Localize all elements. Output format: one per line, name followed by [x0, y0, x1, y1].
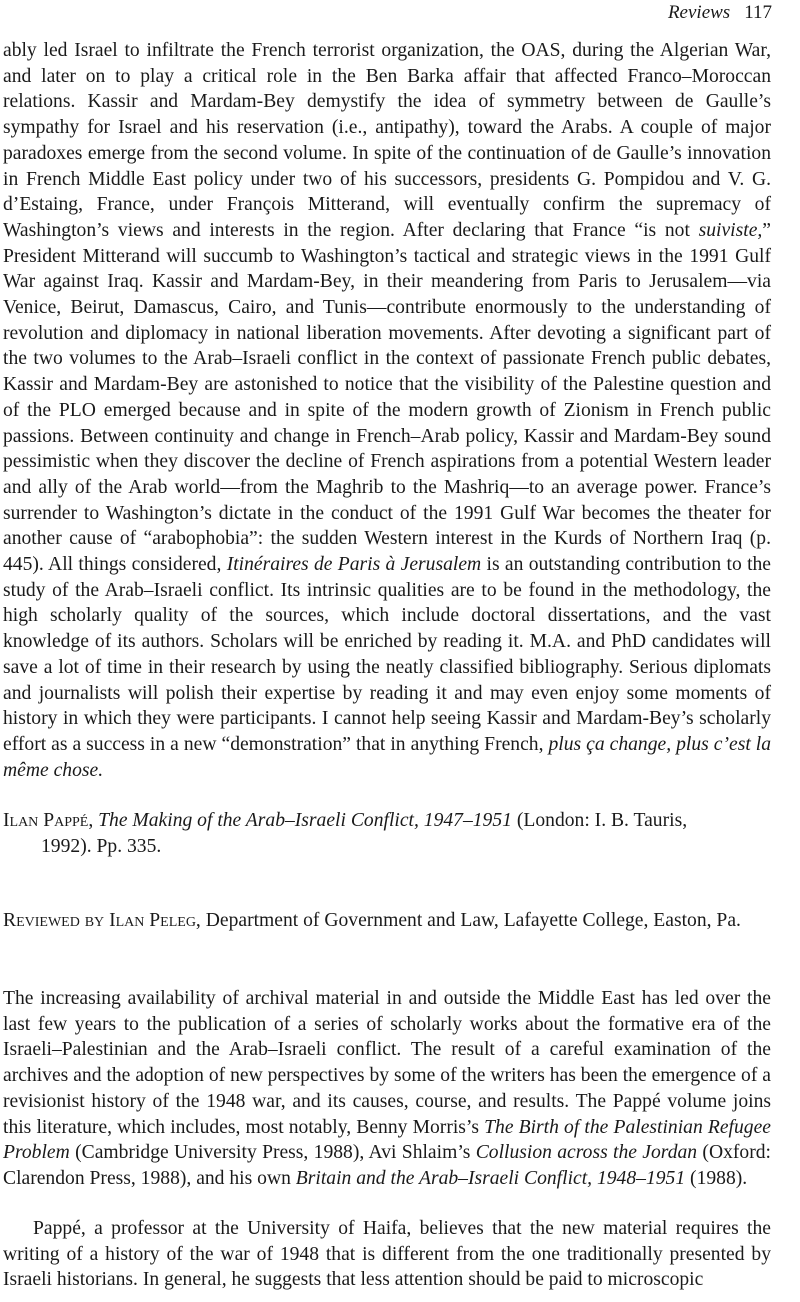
book-citation — [3, 808, 771, 860]
book-title-italic: Itinéraires de Paris à Jerusalem — [226, 554, 482, 576]
text-run: ” President Mitterand will succumb to Washington’s tactical and strategic views in the 1991 Gulf War against Iraq. Kassir and Mardam-Bey, in their meandering from Paris to Jerusalem—via Venice, Beirut, Damascus, Cairo, and Tunis—contribute enormously to the understanding of revolution and diplomacy in national liberation movements. After devoting a significant part of the two volumes to the Arab–Israeli conflict in the context of passionate French public debates, Kassir and Mardam-Bey are astonished to notice that the visibility of the Palestine question and of the PLO emerged because and in spite of the modern growth of Zionism in French public passions. Between continuity and change in French–Arab policy, Kassir and Mardam-Bey sound pessimistic when they discover the decline of French aspirations from a potential Western leader and ally of the Arab world—from the Maghrib to the Mashriq—to an average power. France’s surrender to Washington’s dictate in the conduct of the 1991 Gulf War becomes the theater for another cause of “arabophobia”: the sudden Western interest in the Kurds of Northern Iraq (p. 445). All things considered, — [3, 219, 771, 576]
page-number: 117 — [744, 2, 772, 23]
reviewer-affiliation: Department of Government and Law, Lafayette College, Easton, Pa. — [200, 910, 741, 931]
section-title: Reviews — [667, 2, 731, 23]
review-body-paragraph — [3, 986, 771, 1192]
reviewer-line — [3, 908, 793, 934]
review-body-paragraph: Pappé, a professor at the University of Haifa, believes that the new material requires the writing of a history of the war of 1948 that is different from the one traditionally presented by Israeli historians. In general, he suggests that less attention should be paid to microscopic — [3, 1218, 771, 1291]
running-head — [668, 2, 772, 24]
text-run: The increasing availability of archival material in and outside the Middle East has led over the last few years to the publication of a series of scholarly works about the formative era of the Israeli–Palestinian and the Arab–Israeli conflict. The result of a careful examination of the archives and the adoption of new perspectives by some of the writers has been the emergence of a revisionist history of the 1948 war, and its causes, course, and results. The Pappé volume joins this literature, which includes, most notably, Benny Morris’s — [3, 988, 771, 1138]
book-title-italic: Britain and the Arab–Israeli Conflict, 1948–1951 — [295, 1167, 686, 1189]
text-run: (1988). — [685, 1167, 748, 1189]
italic-term: suiviste, — [698, 219, 763, 241]
text-run: (Oxford: Clarendon Press, 1988), and his own — [3, 1142, 771, 1189]
reviewer-name: Reviewed by Ilan Peleg, — [3, 910, 201, 931]
text-run: ably led Israel to infiltrate the French terrorist organization, the OAS, during the Algerian War, and later on to play a critical role in the Ben Barka affair that affected Franco–Moroccan relations. Kassir and Mardam-Bey demystify the idea of symmetry between de Gaulle’s sympathy for Israel and his reservation (i.e., antipathy), toward the Arabs. A couple of major paradoxes emerge from the second volume. In spite of the continuation of de Gaulle’s innovation in French Middle East policy under two of his successors, presidents G. Pompidou and V. G. d’Estaing, France, under François Mitterand, will eventually confirm the supremacy of Washington’s views and interests in the region. After declaring that France “is not — [3, 40, 771, 241]
review-body-paragraph — [3, 38, 771, 783]
citation-book-title: The Making of the Arab–Israeli Conflict, 1947–1951 — [98, 810, 512, 831]
citation-publisher: (London: I. B. Tauris, — [511, 810, 688, 831]
citation-author: Ilan Pappé, — [3, 810, 94, 831]
text-run: (Cambridge University Press, 1988), Avi Shlaim’s — [69, 1142, 476, 1164]
book-title-italic: Collusion across the Jordan — [475, 1142, 698, 1164]
book-title-italic: The Birth of the Palestinian Refugee Problem — [3, 1116, 771, 1164]
text-run: is an outstanding contribution to the study of the Arab–Israeli conflict. Its intrinsic qualities are to be found in the methodology, the high scholarly quality of the sources, which include doctoral dissertations, and the vast knowledge of its authors. Scholars will be enriched by reading it. M.A. and PhD candidates will save a lot of time in their research by using the neatly classified bibliography. Serious diplomats and journalists will polish their expertise by reading it and may even enjoy some moments of history in which they were participants. I cannot help seeing Kassir and Mardam-Bey’s scholarly effort as a success in a new “demonstration” that in anything French, — [3, 554, 772, 755]
closing-phrase-italic: plus ça change, plus c’est la même chose. — [3, 733, 771, 781]
citation-pages: 1992). Pp. 335. — [41, 836, 162, 857]
